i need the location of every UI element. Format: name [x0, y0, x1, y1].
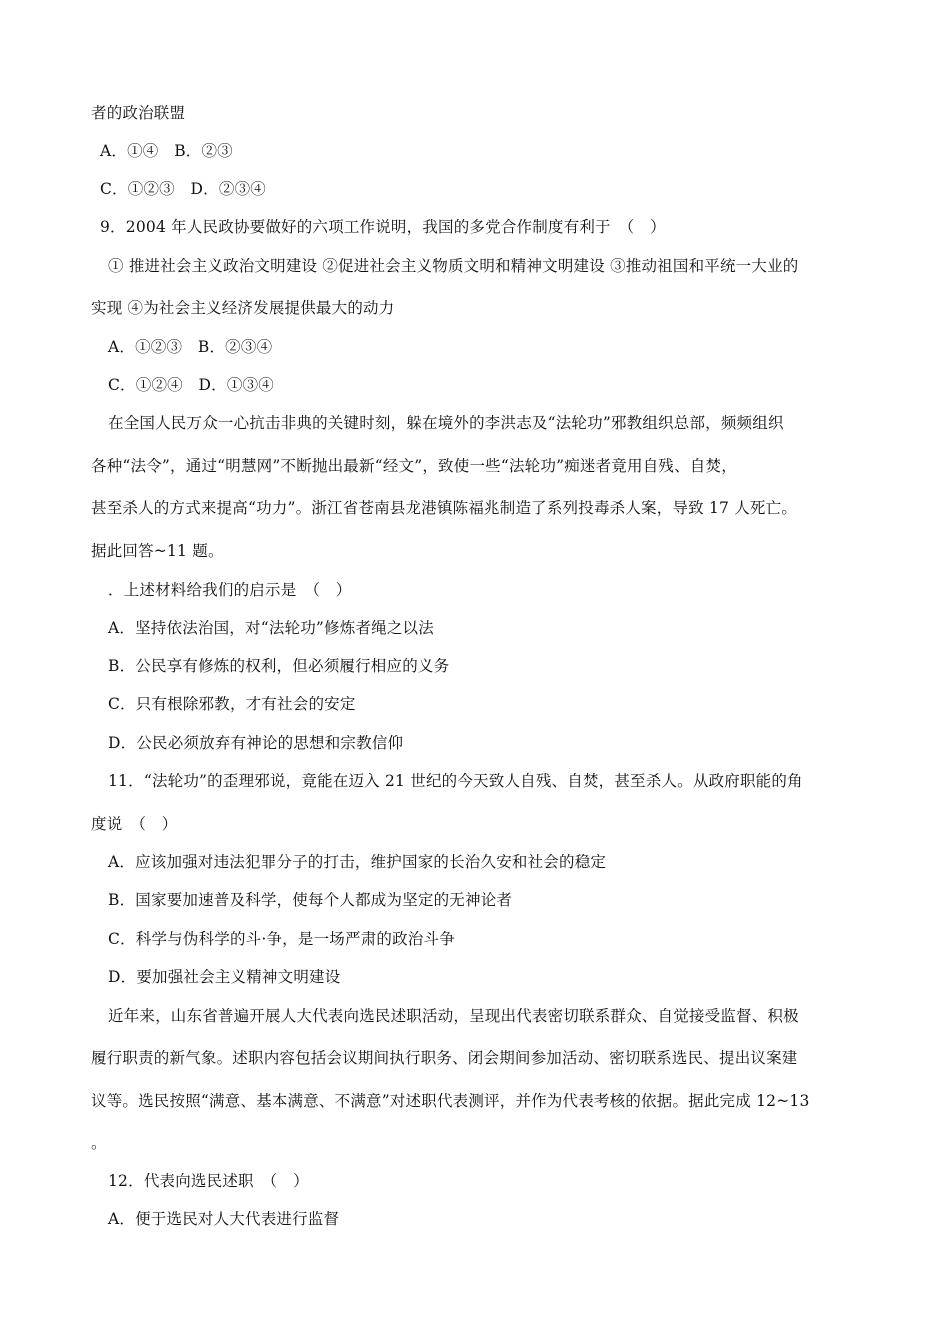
option-a: A．坚持依法治国，对“法轮功”修炼者绳之以法: [108, 619, 434, 637]
passage-paragraph: 据此回答~11 题。: [91, 542, 224, 560]
question-12: 12．代表向选民述职 （ ）: [108, 1172, 309, 1190]
passage-paragraph: 近年来，山东省普遍开展人大代表向选民述职活动，呈现出代表密切联系群众、自觉接受监督、积极: [108, 1007, 799, 1025]
passage-paragraph: 履行职责的新气象。述职内容包括会议期间执行职务、闭会期间参加活动、密切联系选民、提出议案建: [91, 1049, 798, 1067]
answer-options: A．①④ B．②③: [100, 142, 233, 160]
option-b: B．公民享有修炼的权利，但必须履行相应的义务: [108, 657, 450, 675]
question-11: 度说 （ ）: [91, 815, 178, 833]
option-d: D．要加强社会主义精神文明建设: [108, 968, 341, 986]
statement-list: 实现 ④为社会主义经济发展提供最大的动力: [91, 299, 395, 317]
passage-paragraph: 。: [91, 1134, 107, 1152]
option-c: C．科学与伪科学的斗·争，是一场严肃的政治斗争: [108, 930, 455, 948]
answer-options: A．①②③ B．②③④: [108, 338, 273, 356]
question-11: 11．“法轮功”的歪理邪说，竟能在迈入 21 世纪的今天致人自残、自焚，甚至杀人。从政府职能的角: [108, 772, 803, 790]
passage-paragraph: 议等。选民按照“满意、基本满意、不满意”对述职代表测评，并作为代表考核的依据。据此完成 12~13: [91, 1092, 810, 1110]
question-10: ．上述材料给我们的启示是 （ ）: [108, 581, 352, 599]
option-b: B．国家要加速普及科学，使每个人都成为坚定的无神论者: [108, 891, 513, 909]
answer-options: C．①②④ D．①③④: [108, 376, 274, 394]
passage-paragraph: 甚至杀人的方式来提高“功力”。浙江省苍南县龙港镇陈福兆制造了系列投毒杀人案，导致 17 人死亡。: [91, 499, 798, 517]
answer-options: C．①②③ D．②③④: [100, 180, 266, 198]
text-line: 者的政治联盟: [91, 104, 186, 122]
option-c: C．只有根除邪教，才有社会的安定: [108, 695, 356, 713]
option-a: A．便于选民对人大代表进行监督: [108, 1210, 340, 1228]
question-9: 9．2004 年人民政协要做好的六项工作说明，我国的多党合作制度有利于 （ ）: [100, 218, 666, 236]
option-a: A．应该加强对违法犯罪分子的打击，维护国家的长治久安和社会的稳定: [108, 853, 607, 871]
passage-paragraph: 各种“法令”，通过“明慧网”不断抛出最新“经文”，致使一些“法轮功”痴迷者竟用自残、自焚，: [91, 457, 737, 475]
passage-paragraph: 在全国人民万众一心抗击非典的关键时刻，躲在境外的李洪志及“法轮功”邪教组织总部，频频组织: [108, 414, 784, 432]
option-d: D．公民必须放弃有神论的思想和宗教信仰: [108, 734, 404, 752]
statement-list: ① 推进社会主义政治文明建设 ②促进社会主义物质文明和精神文明建设 ③推动祖国和平统一大业的: [108, 257, 799, 275]
